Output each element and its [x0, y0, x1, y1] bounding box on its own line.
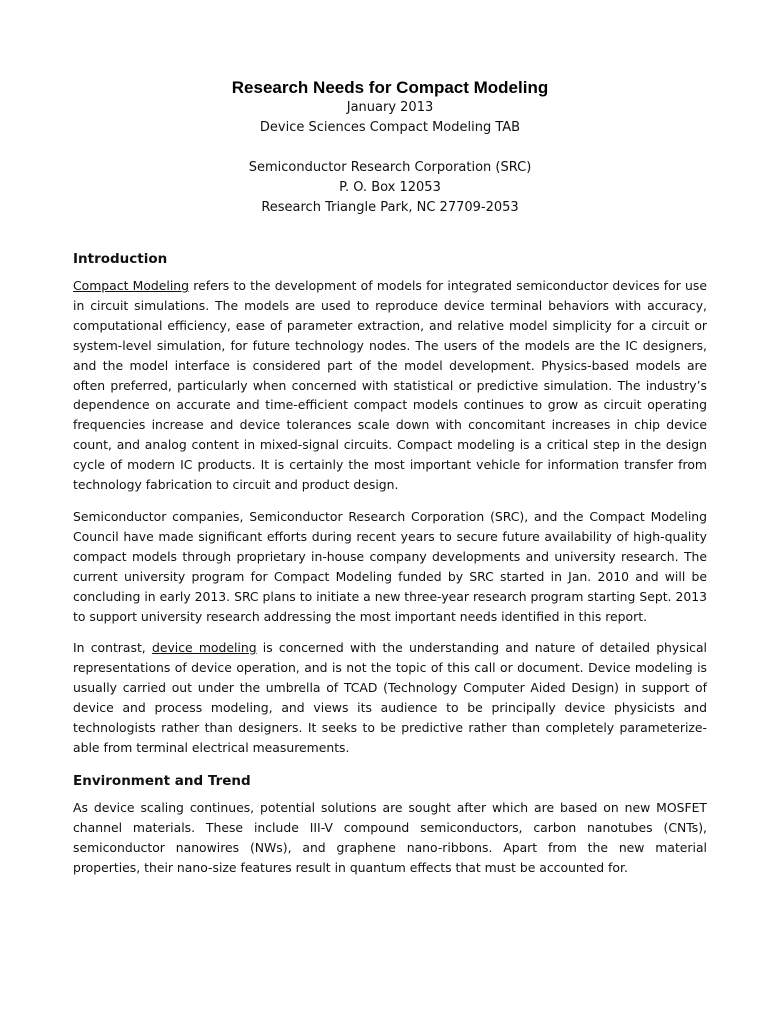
- organization-name: Semiconductor Research Corporation (SRC): [248, 160, 532, 175]
- intro-paragraph-3-text: is concerned with the understanding and nature of detailed physical representations of device operation, and is not the topic of this call or document. Device modeling is usually carried out under the umbrella of TCAD (Technology Computer Aided Design) in support of device and process modeling, and views its audience to be principally device physicists and technologists rather than designers. It seeks to be predictive rather than completely parameterize-able from terminal electrical measurements.: [73, 640, 707, 755]
- po-box: P. O. Box 12053: [339, 180, 441, 195]
- environment-paragraph: As device scaling continues, potential solutions are sought after which are based on new MOSFET channel materials. These include III-V compound semiconductors, carbon nanotubes (CNTs), semiconductor nanowires (NWs), and graphene nano-ribbons. Apart from the new material properties, their nano-size features result in quantum effects that must be accounted for.: [73, 799, 707, 875]
- device-modeling-term: device modeling: [151, 640, 257, 656]
- intro-paragraph-1-text: refers to the development of models for integrated semiconductor devices for use in circuit simulations. The models are used to reproduce device terminal behaviors with accuracy, computational efficiency, ease of parameter extraction, and relative model simplicity for a circuit or system-level simulation, for future technology nodes. The users of the models are the IC designers, and the model interface is considered part of the model development. Physics-based models are often preferred, particularly when concerned with statistical or predictive simulation. The industry’s dependence on accurate and time-efficient compact models continues to grow as circuit operating frequencies increase and device tolerances scale down with concomitant increases in chip device count, and analog content in mixed-signal circuits. Compact modeling is a critical step in the design cycle of modern IC products. It is certainly the most important vehicle for information transfer from technology fabrication to circuit and product design.: [73, 278, 707, 493]
- introduction-heading: Introduction: [73, 251, 168, 267]
- document-title: Research Needs for Compact Modeling: [231, 78, 549, 97]
- committee-name: Device Sciences Compact Modeling TAB: [259, 120, 521, 135]
- environment-heading: Environment and Trend: [73, 772, 251, 789]
- compact-modeling-term: Compact Modeling: [73, 278, 190, 293]
- intro-paragraph-2: Semiconductor companies, Semiconductor Research Corporation (SRC), and the Compact Modeling Council have made significant efforts during recent years to secure future availability of high-quality compact models through proprietary in-house company developments and university research. The current university program for Compact Modeling funded by SRC started in Jan. 2010 and will be concluding in early 2013. SRC plans to initiate a new three-year research program starting Sept. 2013 to support university research addressing the most important needs identified in this report.: [73, 508, 707, 624]
- document-date: January 2013: [346, 100, 434, 115]
- intro-paragraph-3-start: In contrast,: [73, 640, 152, 656]
- intro-paragraph-3: [73, 638, 707, 757]
- intro-paragraph-1: [73, 276, 707, 495]
- organization-address: Research Triangle Park, NC 27709-2053: [261, 200, 519, 215]
